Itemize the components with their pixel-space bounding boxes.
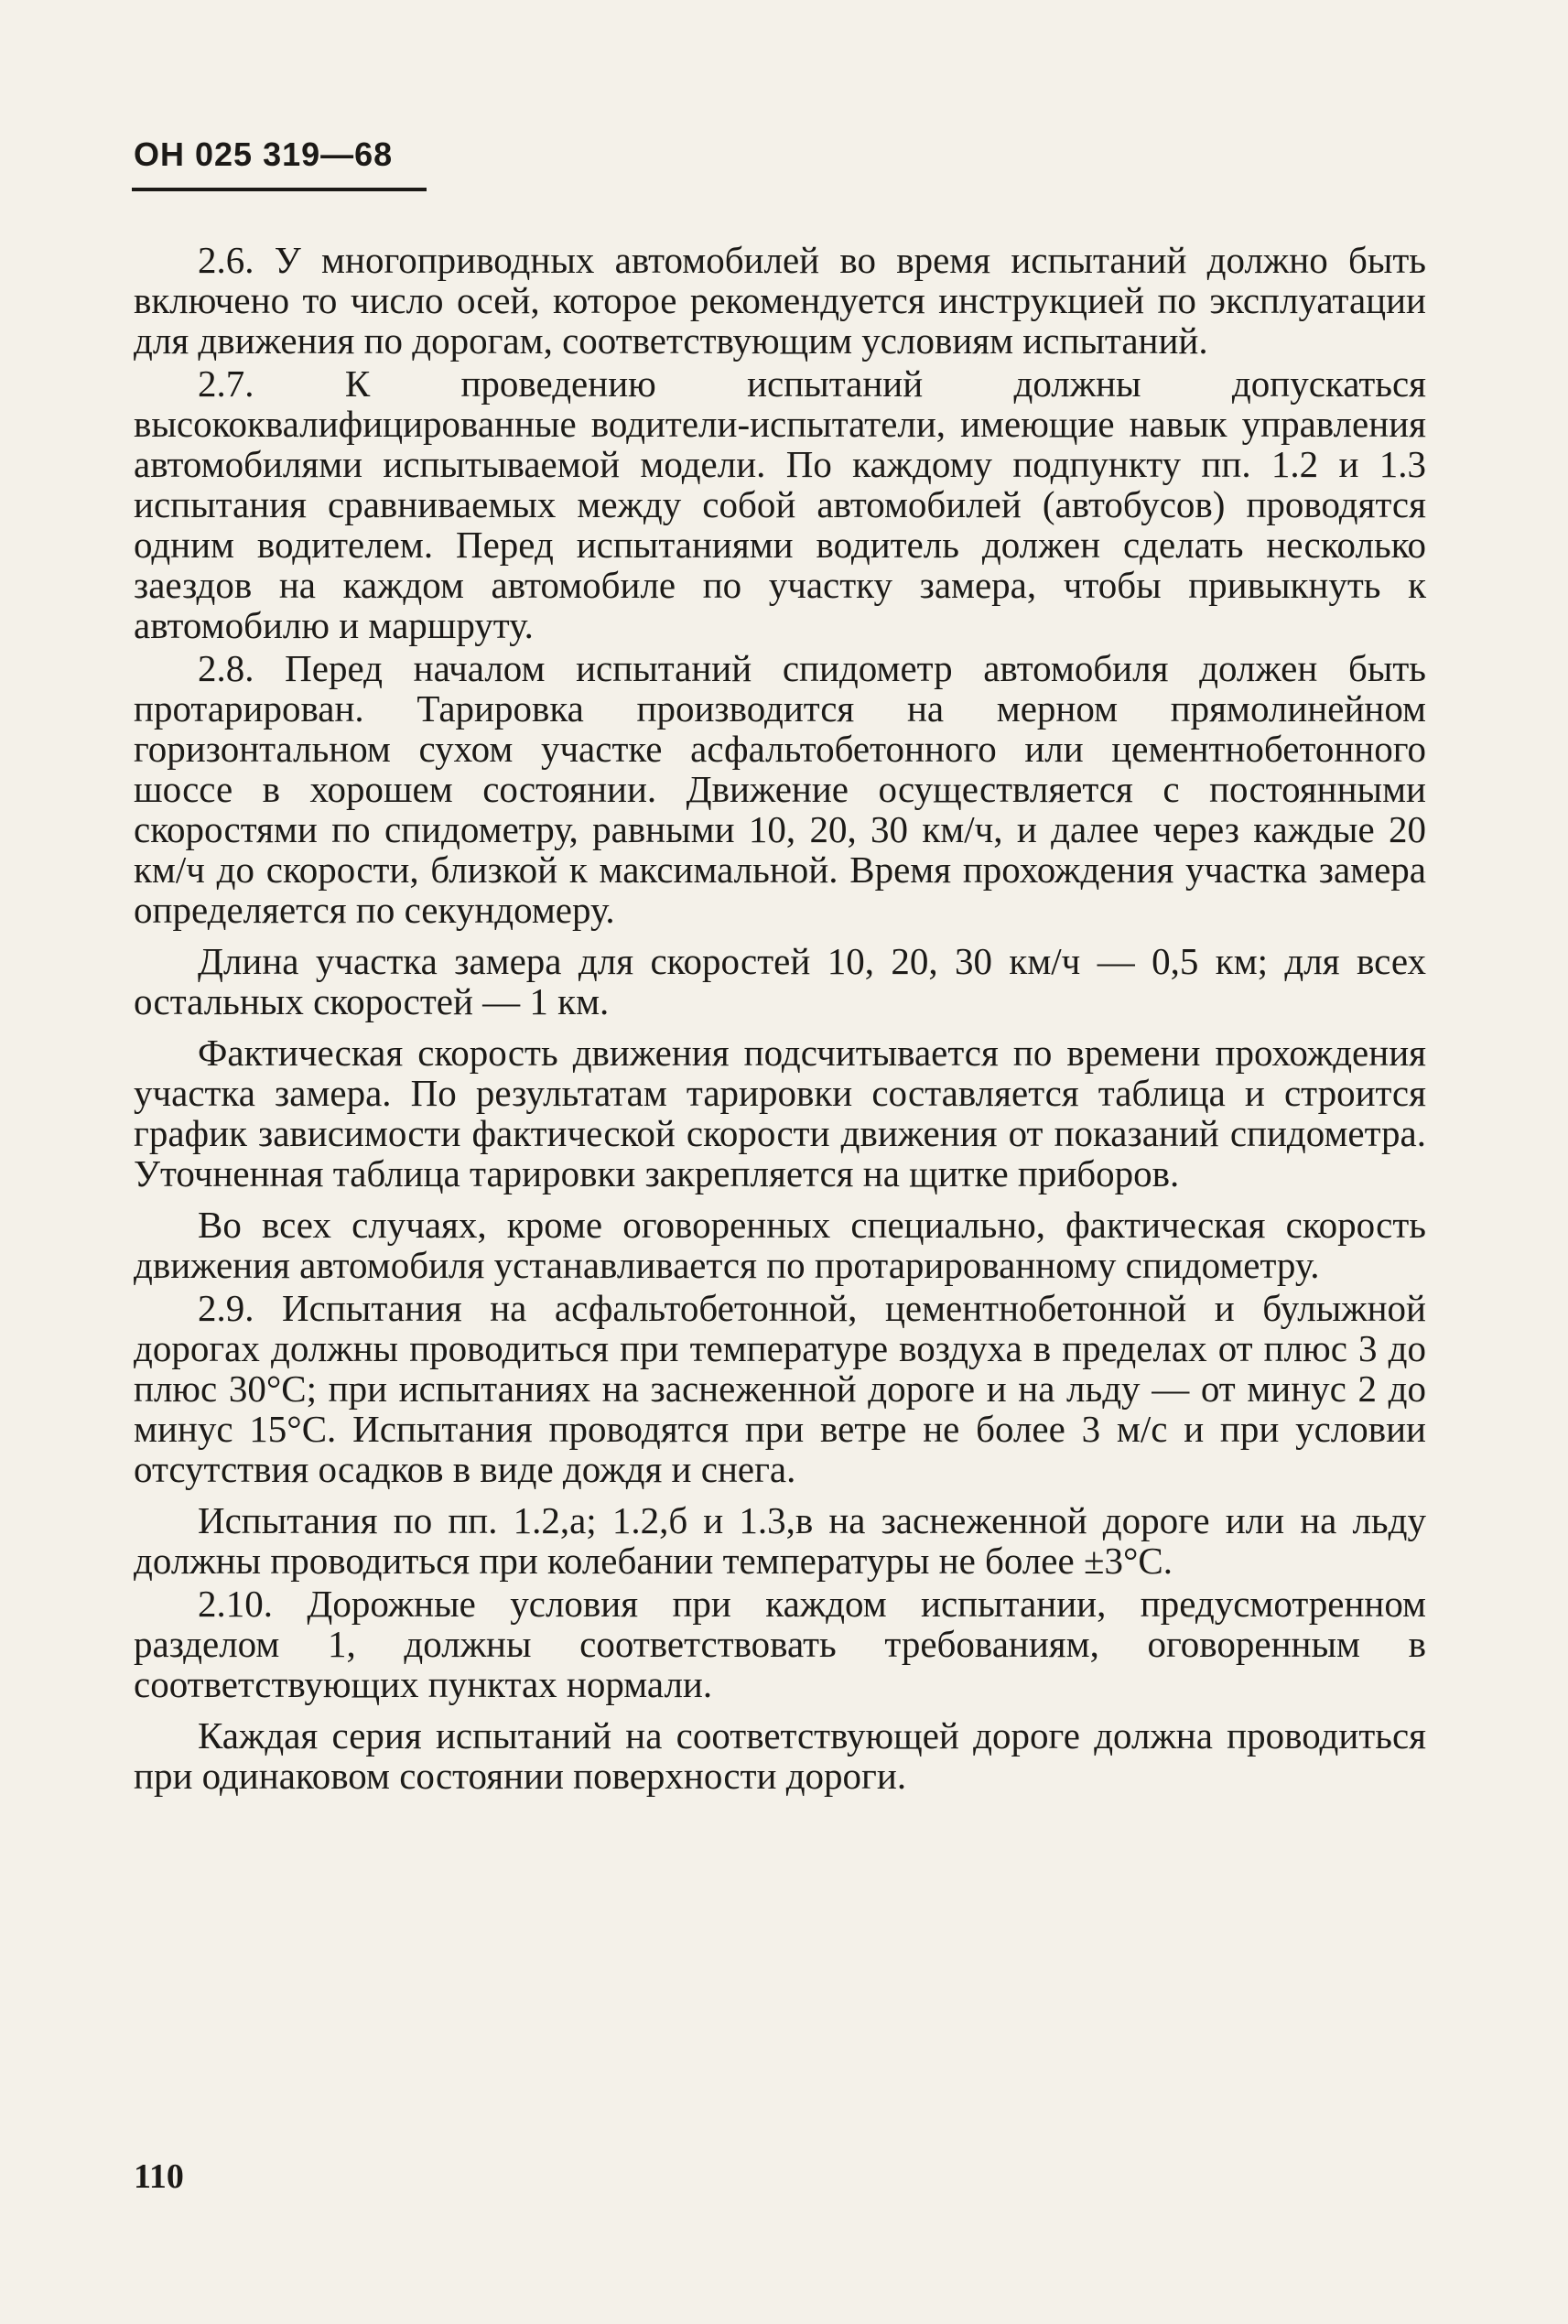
document-code-header: ОН 025 319—68: [134, 135, 394, 173]
paragraph-2-10: 2.10. Дорожные условия при каждом испытании, предусмотренном разделом 1, должны соответствовать требованиям, оговоренным в соответствующих пунктах нормали.: [134, 1583, 1426, 1705]
paragraph-measure-length: Длина участка замера для скоростей 10, 20, 30 км/ч — 0,5 км; для всех остальных скоростей — 1 км.: [134, 940, 1426, 1022]
paragraph-actual-speed: Фактическая скорость движения подсчитывается по времени прохождения участка замера. По результатам тарировки составляется таблица и строится график зависимости фактической скорости движения от показаний спидометра. Уточненная таблица тарировки закрепляется на щитке приборов.: [134, 1032, 1426, 1194]
paragraph-all-cases: Во всех случаях, кроме оговоренных специально, фактическая скорость движения автомобиля устанавливается по протарированному спидометру.: [134, 1204, 1426, 1286]
paragraph-2-6: 2.6. У многоприводных автомобилей во время испытаний должно быть включено то число осей, которое рекомендуется инструкцией по эксплуатации для движения по дорогам, соответствующим условиям испытаний.: [134, 239, 1426, 362]
page-number: 110: [134, 2157, 184, 2196]
paragraph-test-series: Каждая серия испытаний на соответствующей дороге должна проводиться при одинаковом состоянии поверхности дороги.: [134, 1714, 1426, 1797]
header-underline: [132, 188, 427, 191]
paragraph-2-7: 2.7. К проведению испытаний должны допускаться высококвалифицированные водители-испытатели, имеющие навык управления автомобилями испытываемой модели. По каждому подпункту пп. 1.2 и 1.3 испытания сравниваемых между собой автомобилей (автобусов) проводятся одним водителем. Перед испытаниями водитель должен сделать несколько заездов на каждом автомобиле по участку замера, чтобы привыкнуть к автомобилю и маршруту.: [134, 362, 1426, 646]
paragraph-2-8: 2.8. Перед началом испытаний спидометр автомобиля должен быть протарирован. Тарировка производится на мерном прямолинейном горизонтальном сухом участке асфальтобетонного или цементнобетонного шоссе в хорошем состоянии. Движение осуществляется с постоянными скоростями по спидометру, равными 10, 20, 30 км/ч, и далее через каждые 20 км/ч до скорости, близкой к максимальной. Время прохождения участка замера определяется по секундомеру.: [134, 647, 1426, 931]
paragraph-2-9: 2.9. Испытания на асфальтобетонной, цементнобетонной и булыжной дорогах должны проводиться при температуре воздуха в пределах от плюс 3 до плюс 30°С; при испытаниях на заснеженной дороге и на льду — от минус 2 до минус 15°С. Испытания проводятся при ветре не более 3 м/с и при условии отсутствия осадков в виде дождя и снега.: [134, 1287, 1426, 1490]
paragraph-temperature-variation: Испытания по пп. 1.2,а; 1.2,б и 1.3,в на заснеженной дороге или на льду должны проводиться при колебании температуры не более ±3°С.: [134, 1499, 1426, 1582]
document-body: [134, 240, 1426, 1799]
